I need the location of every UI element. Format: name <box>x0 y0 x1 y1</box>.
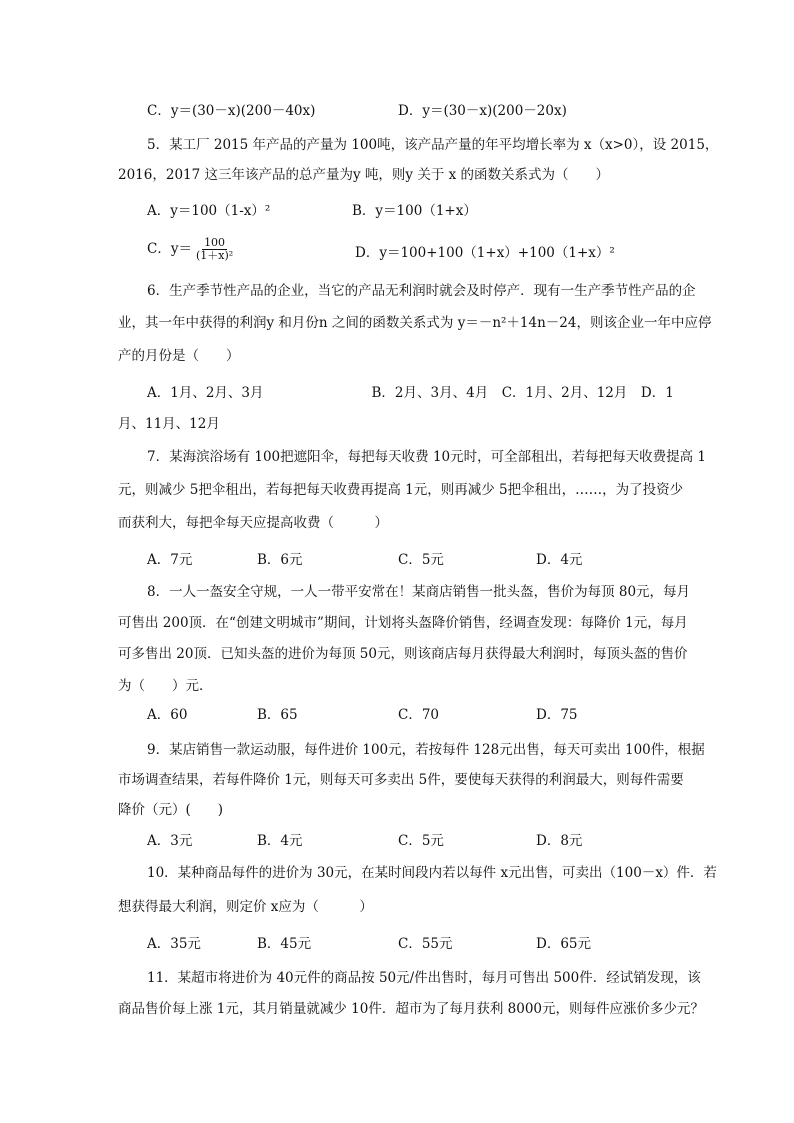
q8-stem-line-3: 可多售出 20顶．已知头盔的进价为每顶 50元，则该商店每月获得最大利润时，每顶头盔的售价 <box>118 646 688 662</box>
q5-option-c-denominator: (1＋x)² <box>195 249 234 262</box>
q9-stem-line-3: 降价（元）( ) <box>118 802 224 818</box>
q11-stem-line-2: 商品售价每上涨 1元，其月销量就减少 10件．超市为了每月获利 8000元，则每件应涨价多少元？ <box>118 1001 704 1017</box>
q10-option-c: C．55元 <box>398 936 453 952</box>
q6-stem-line-3: 产的月份是（ ） <box>118 348 240 364</box>
q9-option-a: A．3元 <box>147 833 193 849</box>
q10-stem-line-1: 10．某种商品每件的进价为 30元，在某时间段内若以每件 x元出售，可卖出（100－x）件．若 <box>147 865 717 881</box>
q9-option-b: B．4元 <box>257 833 303 849</box>
q5-option-c-numerator: 100 <box>204 236 226 249</box>
q4-option-c: C．y＝(30－x)(200－40x) <box>147 103 316 119</box>
q7-stem-line-3: 而获利大，每把伞每天应提高收费（ ） <box>118 515 388 531</box>
q11-stem-line-1: 11．某超市将进价为 40元件的商品按 50元/件出售时，每月可售出 500件．经试销发现，该 <box>147 970 701 986</box>
q9-option-c: C．5元 <box>398 833 444 849</box>
q7-stem-line-2: 元，则减少 5把伞租出，若每把每天收费再提高 1元，则再减少 5把伞租出，……，为了投资少 <box>118 482 684 498</box>
q5-stem-line-2: 2016，2017 这三年该产品的总产量为y 吨，则y 关于 x 的函数关系式为（ ） <box>118 167 610 183</box>
q6-stem-line-1: 6．生产季节性产品的企业，当它的产品无利润时就会及时停产．现有一生产季节性产品的企 <box>147 283 696 299</box>
q6-stem-line-2: 业，其一年中获得的利润y 和月份n 之间的函数关系式为 y＝－n²＋14n－24，则该企业一年中应停 <box>118 315 712 331</box>
q7-stem-line-1: 7．某海滨浴场有 100把遮阳伞，每把每天收费 10元时，可全部租出，若每把每天收费提高 1 <box>147 449 706 465</box>
q5-option-a: A．y＝100（1-x）² <box>147 203 271 219</box>
q10-option-a: A．35元 <box>147 936 201 952</box>
q8-option-c: C．70 <box>398 707 440 723</box>
q6-options-line-2: 月、11月、12月 <box>118 416 220 432</box>
q9-stem-line-2: 市场调查结果，若每件降价 1元，则每天可多卖出 5件，要使每天获得的利润最大，则每件需要 <box>118 772 684 788</box>
q8-option-a: A．60 <box>147 707 188 723</box>
q8-stem-line-4: 为（ ）元． <box>118 678 213 694</box>
q5-option-c <box>147 237 237 262</box>
q5-option-c-prefix: C．y＝ <box>147 241 192 257</box>
q8-stem-line-1: 8．一人一盔安全守规，一人一带平安常在！某商店销售一批头盔，售价为每顶 80元，每月 <box>147 584 691 600</box>
q8-option-b: B．65 <box>257 707 298 723</box>
q5-option-c-fraction <box>194 237 235 262</box>
q7-option-d: D．4元 <box>536 552 583 568</box>
q7-option-c: C．5元 <box>398 552 444 568</box>
q5-option-d: D．y＝100+100（1+x）+100（1+x）² <box>355 245 615 261</box>
q8-option-d: D．75 <box>536 707 578 723</box>
q10-option-b: B．45元 <box>257 936 312 952</box>
q10-stem-line-2: 想获得最大利润，则定价 x应为（ ） <box>118 899 373 915</box>
q5-option-b: B．y＝100（1+x） <box>352 203 477 219</box>
q7-option-b: B．6元 <box>257 552 303 568</box>
q7-option-a: A．7元 <box>147 552 193 568</box>
q8-stem-line-2: 可售出 200顶．在“创建文明城市”期间，计划将头盔降价销售，经调查发现：每降价 1元，每月 <box>118 615 688 631</box>
q4-option-d: D．y＝(30－x)(200－20x) <box>398 103 567 119</box>
q9-stem-line-1: 9．某店销售一款运动服，每件进价 100元，若按每件 128元出售，每天可卖出 100件，根据 <box>147 742 705 758</box>
q6-options-line-1: A．1月、2月、3月 B．2月、3月、4月 C．1月、2月、12月 D．1 <box>147 385 674 401</box>
q10-option-d: D．65元 <box>536 936 592 952</box>
q5-stem-line-1: 5．某工厂 2015 年产品的产量为 100吨，该产品产量的年平均增长率为 x（x>0），设 2015， <box>147 137 719 153</box>
q9-option-d: D．8元 <box>536 833 583 849</box>
